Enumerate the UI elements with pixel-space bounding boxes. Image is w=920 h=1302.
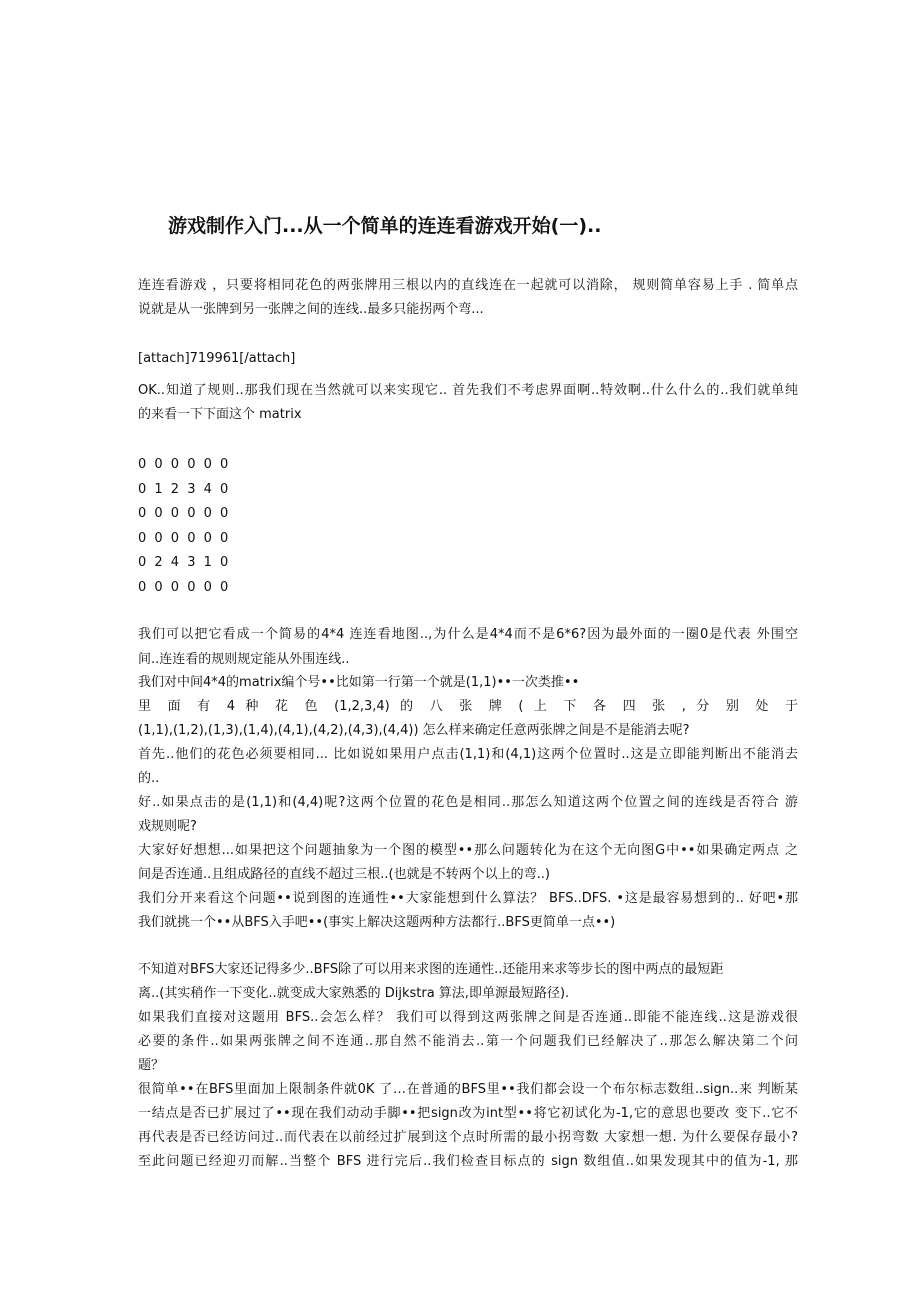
body-line: 我们对中间4*4的matrix编个号••比如第一行第一个就是(1,1)••一次类推•• (138, 675, 580, 690)
body2-line: 至此问题已经迎刃而解..当整个 BFS 进行完后..我们检查目标点的 sign 数组值..如果发现其中的值为-1, 那 (138, 1154, 798, 1169)
matrix-row: 0 0 0 0 0 0 (138, 530, 231, 546)
body2-line: 离..(其实稍作一下变化..就变成大家熟悉的 Dijkstra 算法,即单源最短路径). (138, 986, 570, 1001)
intro-line-2: 说就是从一张牌到另一张牌之间的连线..最多只能拐两个弯... (138, 302, 484, 317)
body2-line: 很简单••在BFS里面加上限制条件就0K 了…在普通的BFS里••我们都会设一个布尔标志数组..sign..来 判断某 (138, 1082, 798, 1097)
body-line: 间..连连看的规则规定能从外围连线.. (138, 652, 350, 667)
body2-line: 如果我们直接对这题用 BFS..会怎么样？ 我们可以得到这两张牌之间是否连通..即能不能连线..这是游戏很 (138, 1010, 798, 1025)
body2-line: 题？ (138, 1058, 165, 1073)
article-title: 游戏制作入门...从一个简单的连连看游戏开始(一).. (168, 215, 602, 237)
body-line: (1,1),(1,2),(1,3),(1,4),(4,1),(4,2),(4,3),(4,4)) 怎么样来确定任意两张牌之间是不是能消去呢? (138, 723, 690, 738)
intro-line-1: 连连看游戏 ，只要将相同花色的两张牌用三根以内的直线连在一起就可以消除， 规则简单容易上手 . 简单点 (138, 278, 798, 293)
body2-line: 不知道对BFS大家还记得多少..BFS除了可以用来求图的连通性..还能用来求等步长的图中两点的最短距 (138, 962, 724, 977)
body2-line: 一结点是否已扩展过了••现在我们动动手脚••把sign改为int型••将它初试化为-1,它的意思也要改 变下..它不 (138, 1106, 798, 1121)
ok-line-1: OK..知道了规则..那我们现在当然就可以来实现它.. 首先我们不考虑界面啊..特效啊..什么什么的..我们就单纯 (138, 383, 798, 398)
body-line: 我们分开来看这个问题••说到图的连通性••大家能想到什么算法？ BFS..DFS. •这是最容易想到的.. 好吧•那 (138, 891, 798, 906)
body-line: 里 面 有 4 种 花 色 (1,2,3,4) 的 八 张 牌 ( 上 下 各 四 张 , 分 别 处 于 (138, 699, 798, 714)
matrix-row: 0 0 0 0 0 0 (138, 579, 231, 595)
body2-line: 必要的条件..如果两张牌之间不连通..那自然不能消去..第一个问题我们已经解决了..那怎么解决第二个问 (138, 1034, 798, 1049)
body-line: 大家好好想想...如果把这个问题抽象为一个图的模型••那么问题转化为在这个无向图G中••如果确定两点 之 (138, 843, 798, 858)
body-line: 的.. (138, 771, 160, 786)
ok-line-2: 的来看一下下面这个 matrix (138, 407, 302, 422)
matrix-row: 0 1 2 3 4 0 (138, 481, 231, 497)
body-line: 我们可以把它看成一个简易的4*4 连连看地图..,为什么是4*4而不是6*6?因为最外面的一圈0是代表 外围空 (138, 627, 798, 642)
matrix (138, 456, 230, 604)
attach-tag: [attach]719961[/attach] (138, 351, 296, 366)
matrix-row: 0 2 4 3 1 0 (138, 555, 231, 571)
matrix-row: 0 0 0 0 0 0 (138, 457, 231, 472)
body-line: 戏规则呢? (138, 819, 197, 834)
body-line: 首先..他们的花色必须要相同... 比如说如果用户点击(1,1)和(4,1)这两个位置时..这是立即能判断出不能消去 (138, 747, 798, 762)
body-line: 好..如果点击的是(1,1)和(4,4)呢?这两个位置的花色是相同..那怎么知道这两个位置之间的连线是否符合 游 (138, 795, 798, 810)
body-line: 间是否连通..且组成路径的直线不超过三根..(也就是不转两个以上的弯..) (138, 867, 550, 882)
matrix-row: 0 0 0 0 0 0 (138, 506, 231, 522)
body2-line: 再代表是否已经访问过..而代表在以前经过扩展到这个点时所需的最小拐弯数 大家想一想. 为什么要保存最小? (138, 1130, 798, 1145)
body-line: 我们就挑一个••从BFS入手吧••(事实上解决这题两种方法都行..BFS更简单一点••) (138, 915, 616, 930)
